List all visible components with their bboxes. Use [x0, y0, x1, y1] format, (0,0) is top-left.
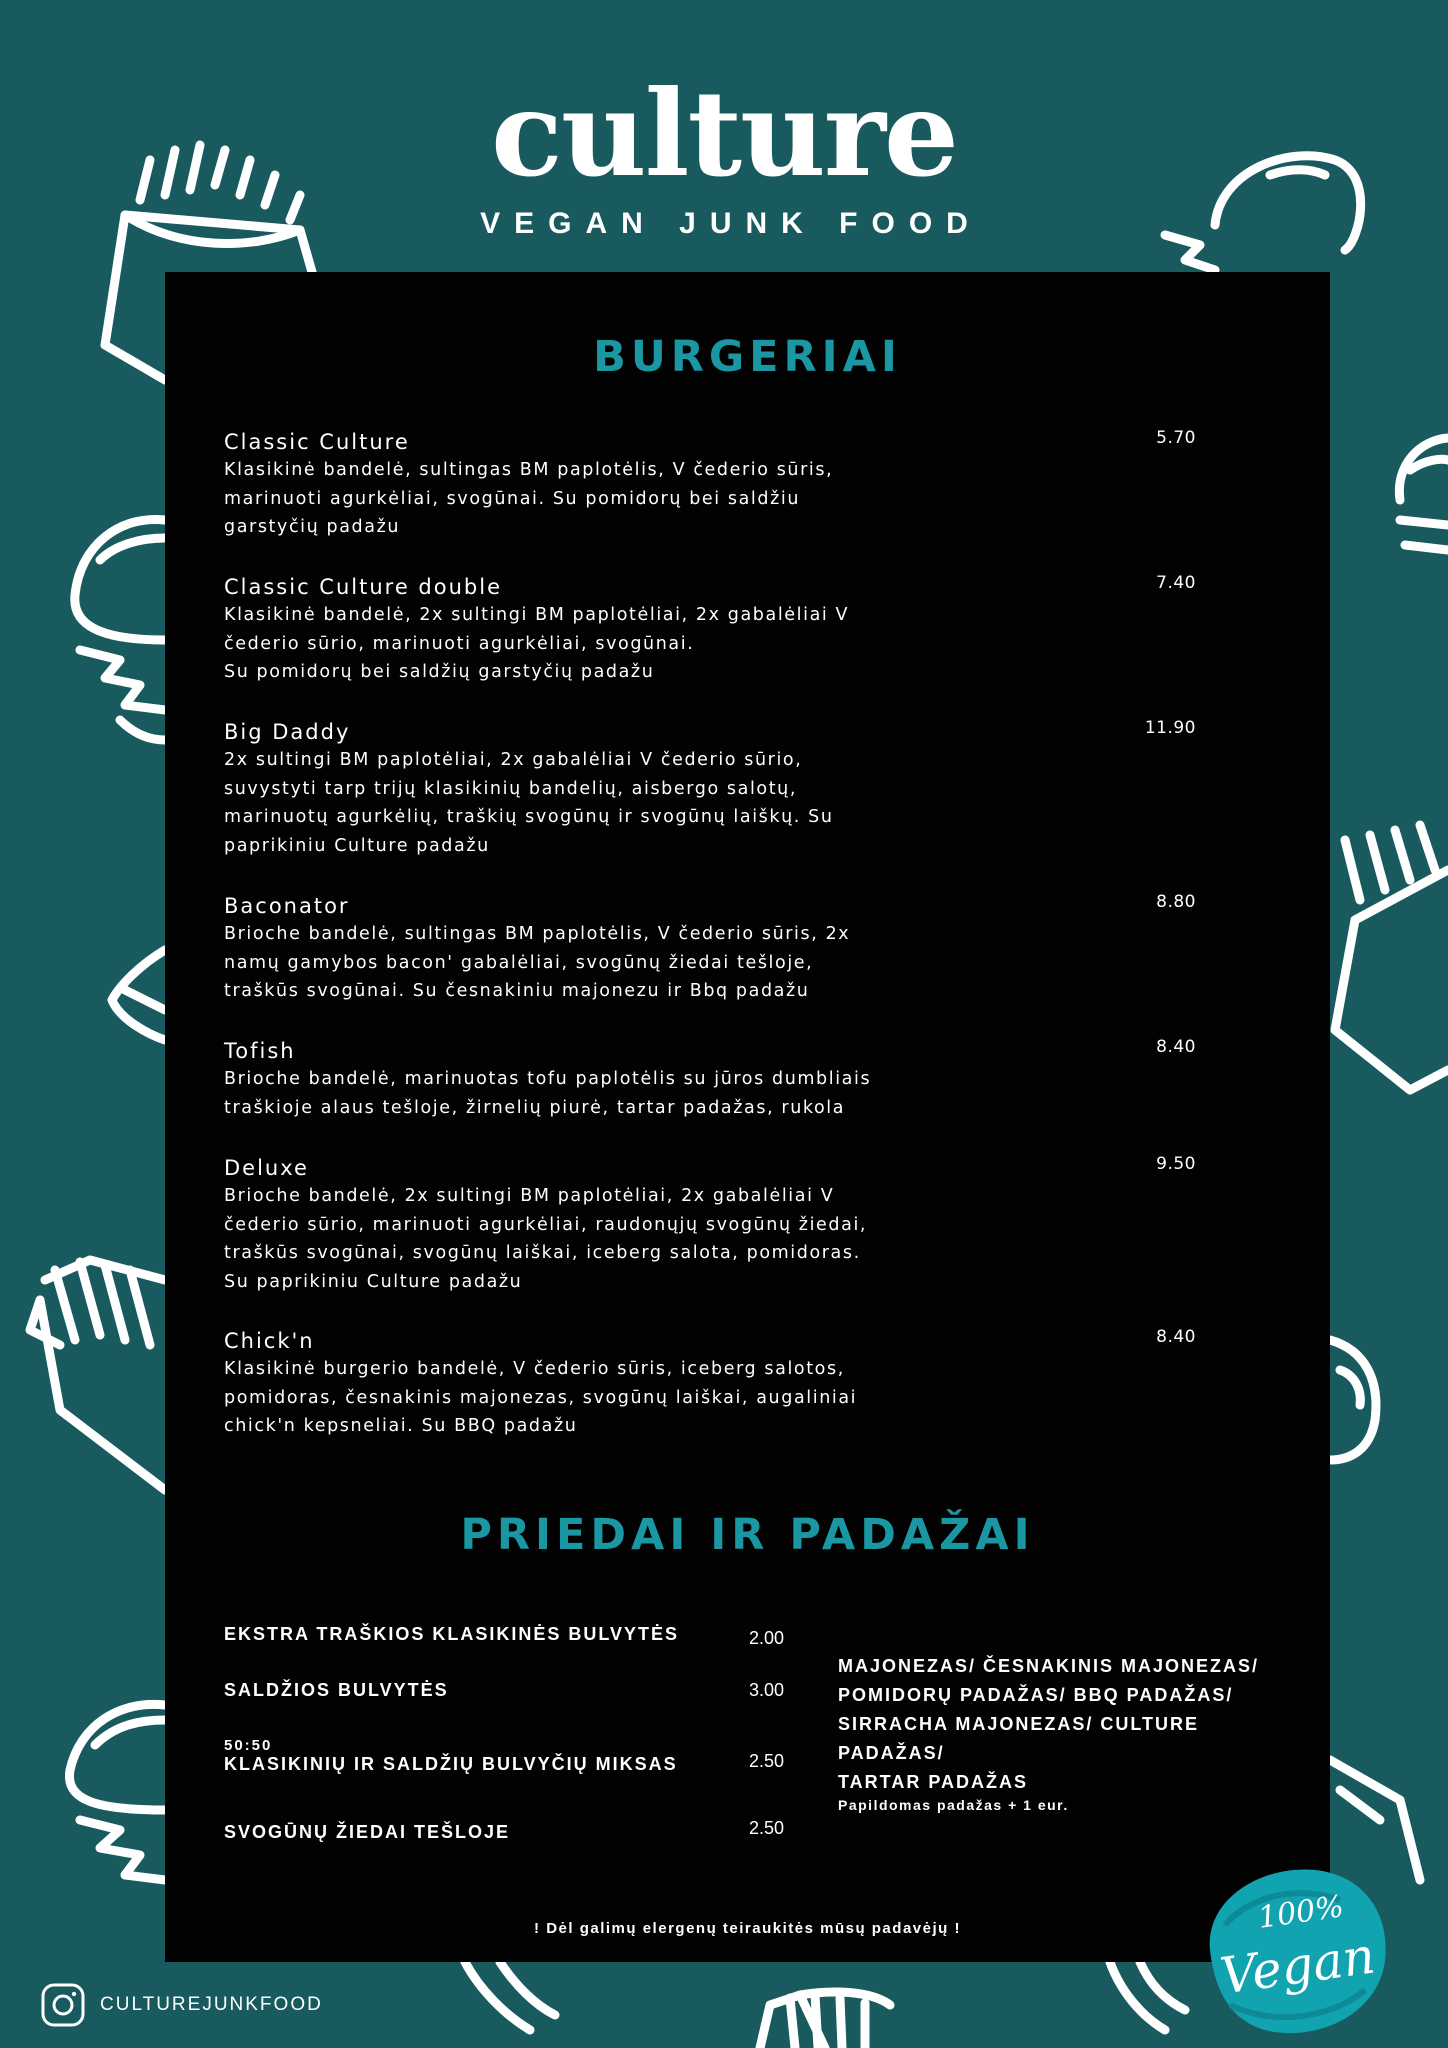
menu-item-price: 5.70 — [1156, 428, 1196, 448]
extra-item — [224, 1624, 784, 1648]
vegan-badge-word: Vegan — [1216, 1926, 1379, 2006]
menu-panel — [165, 272, 1330, 1962]
menu-item-description: 2x sultingi BM paplotėliai, 2x gabalėliai V čederio sūrio, suvystyti tarp trijų klasikinių bandelių, aisbergo salotų, marinuotų agurkėlių, traškių svogūnų ir svogūnų laiškų. Su paprikiniu Culture padažu — [224, 750, 834, 856]
menu-item-description: Brioche bandelė, sultingas BM paplotėlis, V čederio sūris, 2x namų gamybos bacon' gabalėliai, svogūnų žiedai tešloje, traškūs svogūnai. Su česnakiniu majonezu ir Bbq padažu — [224, 924, 851, 1001]
menu-item-price: 9.50 — [1156, 1154, 1196, 1174]
menu-item — [224, 428, 1264, 542]
menu-item-name: Tofish — [224, 1039, 296, 1063]
menu-item-description: Brioche bandelė, marinuotas tofu paplotėlis su jūros dumbliais traškioje alaus tešloje, žirnelių piurė, tartar padažas, rukola — [224, 1069, 872, 1118]
menu-item-name: Big Daddy — [224, 720, 351, 744]
menu-item-name: Deluxe — [224, 1156, 309, 1180]
instagram-icon — [40, 1982, 86, 2028]
menu-item-description: Klasikinė bandelė, sultingas BM paplotėlis, V čederio sūris, marinuoti agurkėliai, svogūnai. Su pomidorų bei saldžiu garstyčių padažu — [224, 460, 834, 537]
menu-item-name: Chick'n — [224, 1329, 315, 1353]
burger-illustration-right — [1399, 438, 1448, 550]
burger-illustration-bottom-left — [69, 1704, 165, 1880]
extra-item — [224, 1737, 784, 1775]
brand-logo — [0, 64, 1448, 241]
menu-item-price: 7.40 — [1156, 573, 1196, 593]
instagram-link[interactable] — [40, 1982, 323, 2028]
extra-item-price: 2.50 — [748, 1818, 784, 1838]
menu-item — [224, 892, 1264, 1006]
extra-item-price: 2.00 — [748, 1628, 784, 1648]
extra-item-name: SVOGŪNŲ ŽIEDAI TEŠLOJE — [224, 1822, 511, 1842]
instagram-handle: CULTUREJUNKFOOD — [100, 1994, 323, 2015]
extra-sauce-note: Papildomas padažas + 1 eur. — [838, 1797, 1069, 1813]
menu-item — [224, 718, 1264, 860]
fries-illustration-bottom-center — [760, 1992, 890, 2048]
allergy-note: ! Dėl galimų elergenų teiraukitės mūsų padavėjų ! — [534, 1920, 961, 1937]
menu-item — [224, 573, 1264, 687]
menu-item — [224, 1327, 1264, 1441]
sauces-list — [838, 1652, 1298, 1797]
menu-item-description: Klasikinė bandelė, 2x sultingi BM paplotėliai, 2x gabalėliai V čederio sūrio, marinuoti agurkėliai, svogūnai. Su pomidorų bei saldžių garstyčių padažu — [224, 605, 850, 682]
vegan-badge — [1190, 1855, 1395, 2040]
extra-item-price: 3.00 — [748, 1680, 784, 1700]
hotdog-illustration-left — [112, 950, 165, 1040]
menu-item-name: Classic Culture — [224, 430, 410, 454]
extra-item — [224, 1818, 784, 1843]
menu-item-price: 8.40 — [1156, 1037, 1196, 1057]
burgers-section-title: BURGERIAI — [593, 332, 902, 382]
brand-name: culture — [490, 64, 957, 203]
menu-item-price: 11.90 — [1144, 718, 1196, 738]
extra-item-name: EKSTRA TRAŠKIOS KLASIKINĖS BULVYTĖS — [224, 1624, 680, 1644]
fries-illustration-left-lower — [30, 1260, 165, 1490]
menu-item — [224, 1154, 1264, 1296]
sauces-line: POMIDORŲ PADAŽAS/ BBQ PADAŽAS/ — [838, 1685, 1234, 1705]
extras-section-title: PRIEDAI IR PADAŽAI — [460, 1510, 1035, 1560]
fries-illustration-right — [1335, 825, 1448, 1090]
extra-item-name: KLASIKINIŲ IR SALDŽIŲ BULVYČIŲ MIKSAS — [224, 1754, 678, 1774]
sauces-line: SIRRACHA MAJONEZAS/ CULTURE PADAŽAS/ — [838, 1714, 1200, 1763]
burger-illustration-right-lower — [1330, 1340, 1376, 1460]
menu-item — [224, 1037, 1264, 1122]
extra-item-subtitle: 50:50 — [224, 1737, 273, 1754]
sauces-line: MAJONEZAS/ ČESNAKINIS MAJONEZAS/ — [838, 1656, 1260, 1676]
menu-item-name: Baconator — [224, 894, 350, 918]
menu-item-name: Classic Culture double — [224, 575, 502, 599]
brand-tagline: VEGAN JUNK FOOD — [480, 207, 982, 240]
extra-item — [224, 1680, 784, 1701]
menu-item-description: Klasikinė burgerio bandelė, V čederio sūris, iceberg salotos, pomidoras, česnakinis majonezas, svogūnų laiškai, augaliniai chick'n kepsneliai. Su BBQ padažu — [224, 1359, 858, 1436]
sauces-line: TARTAR PADAŽAS — [838, 1772, 1028, 1792]
menu-item-description: Brioche bandelė, 2x sultingi BM paplotėliai, 2x gabalėliai V čederio sūrio, marinuoti agurkėliai, raudonųjų svogūnų žiedai, traškūs svogūnai, svogūnų laiškai, iceberg salota, pomidoras. Su paprikiniu Culture padažu — [224, 1186, 868, 1292]
vegan-badge-percent: 100% — [1255, 1889, 1346, 1936]
burger-illustration-left — [75, 519, 165, 740]
extra-item-name: SALDŽIOS BULVYTĖS — [224, 1680, 449, 1700]
menu-item-price: 8.80 — [1156, 892, 1196, 912]
menu-item-price: 8.40 — [1156, 1327, 1196, 1347]
extra-item-price: 2.50 — [748, 1751, 784, 1771]
